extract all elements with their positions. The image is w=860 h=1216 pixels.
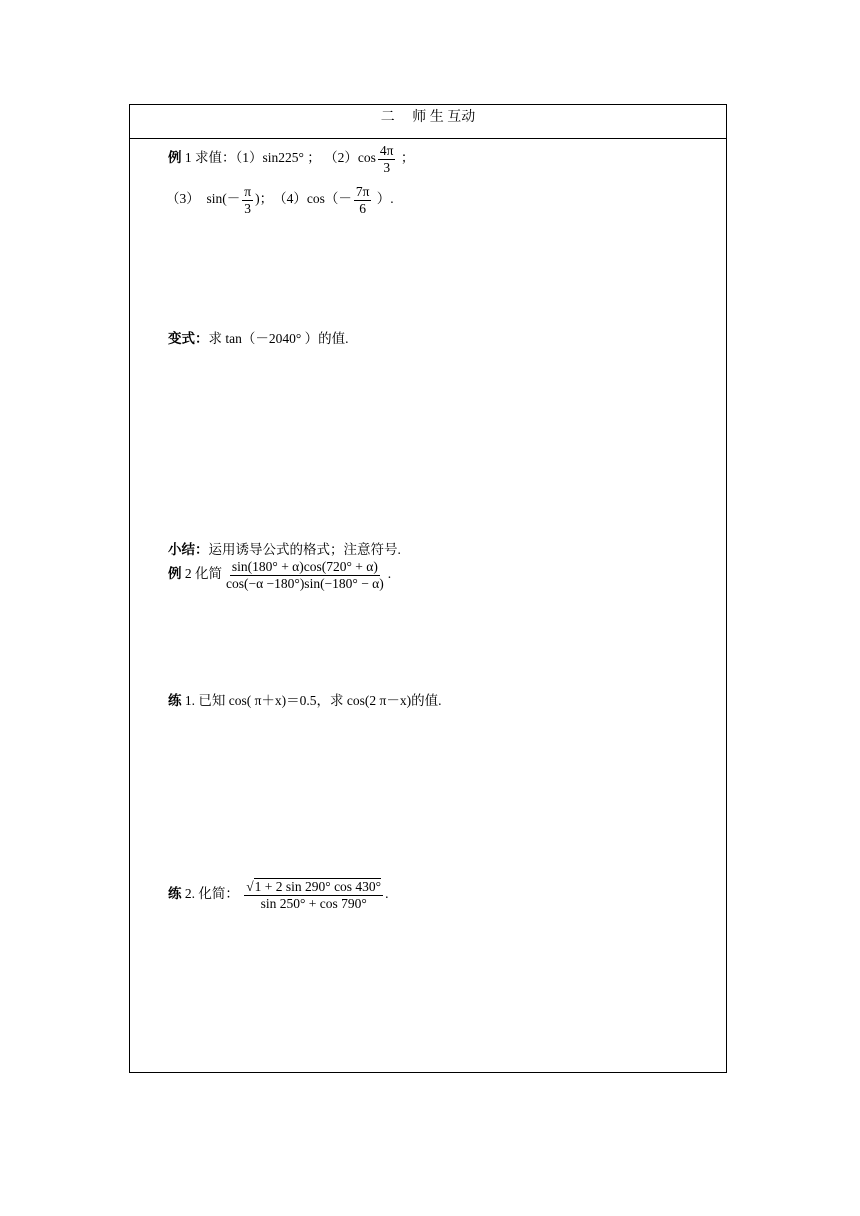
practice-2-fraction [244, 879, 383, 911]
fraction-pi-over-3 [242, 184, 253, 216]
practice-2-text: 2. 化简： [181, 886, 239, 902]
example-1-line-2 [166, 184, 394, 216]
example-2-end: . [387, 566, 392, 582]
fraction-denominator: 6 [359, 200, 366, 216]
example-1-end: ）. [373, 191, 394, 207]
content-table [129, 104, 727, 1073]
fraction-denominator: sin 250° + cos 790° [260, 895, 367, 911]
summary-text: 运用诱导公式的格式；注意符号. [208, 542, 401, 557]
example-1-label: 例 [168, 150, 182, 166]
variant-text: 求 tan（－2040° ）的值. [208, 331, 349, 346]
practice-1 [168, 689, 441, 709]
example-2-fraction [224, 559, 386, 591]
variant-label: 变式： [168, 331, 209, 346]
fraction-4pi-over-3 [378, 143, 396, 175]
section-title: 二 师 生 互动 [380, 110, 476, 125]
example-1-intro: 1 求值：（1）sin225° ； （2）cos [181, 150, 376, 166]
fraction-denominator: 3 [244, 200, 252, 216]
section-header [130, 105, 726, 139]
square-root: √1 + 2 sin 290° cos 430° [246, 879, 382, 894]
fraction-numerator: 7π [355, 184, 370, 199]
practice-2-end: . [385, 886, 389, 902]
fraction-denominator: 3 [383, 159, 391, 175]
practice-1-text: 1. 已知 cos( π＋x)＝0.5，求 cos(2 π－x)的值. [181, 693, 442, 708]
example-1-part-4: )； （4）cos（－ [255, 191, 352, 207]
example-2-label: 例 [168, 566, 182, 582]
fraction-numerator: π [244, 184, 252, 199]
summary [168, 538, 401, 558]
variant-exercise [168, 327, 349, 347]
fraction-numerator [244, 879, 383, 896]
fraction-numerator: 4π [379, 143, 394, 158]
practice-2 [168, 879, 388, 911]
radicand: 1 + 2 sin 290° cos 430° [254, 879, 382, 894]
example-2-text: 2 化简 [181, 566, 222, 582]
example-1-separator: ； [397, 150, 415, 166]
practice-2-label: 练 [168, 886, 182, 902]
example-2 [168, 559, 391, 591]
fraction-7pi-over-6 [354, 184, 372, 216]
example-1-part-3: （3） sin(－ [166, 191, 241, 207]
fraction-denominator: cos(−α −180°)sin(−180° − α) [226, 575, 384, 591]
practice-1-label: 练 [168, 693, 182, 708]
fraction-numerator: sin(180° + α)cos(720° + α) [231, 559, 378, 574]
example-1-line-1 [168, 143, 414, 175]
summary-label: 小结： [168, 542, 209, 557]
